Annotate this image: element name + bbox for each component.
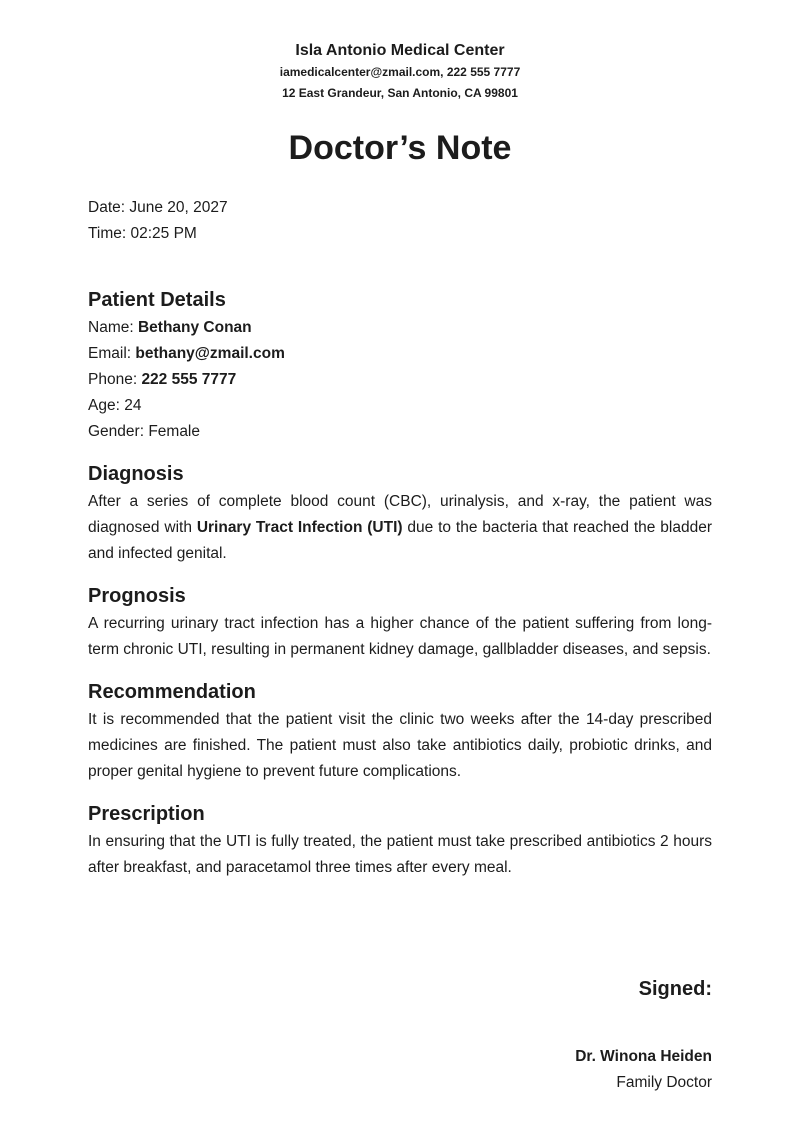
patient-email-value: bethany@zmail.com [135, 345, 285, 362]
date-line [88, 195, 712, 221]
recommendation-heading: Recommendation [88, 681, 256, 703]
patient-phone-label: Phone: [88, 371, 142, 388]
date-value: June 20, 2027 [129, 199, 228, 216]
prescription-text: In ensuring that the UTI is fully treated, the patient must take prescribed antibiotics 2 hours after breakfast, and paracetamol three times after every meal. [88, 833, 712, 876]
org-address: 12 East Grandeur, San Antonio, CA 99801 [282, 86, 518, 100]
letterhead [0, 40, 800, 104]
doctor-role: Family Doctor [616, 1074, 712, 1091]
diagnosis-heading: Diagnosis [88, 463, 184, 485]
patient-email-label: Email: [88, 345, 136, 362]
patient-name-line [88, 315, 712, 341]
patient-gender-value: Female [148, 423, 200, 440]
recommendation-text: It is recommended that the patient visit the clinic two weeks after the 14-day prescribed medicines are finished. The patient must also take antibiotics daily, probiotic drinks, and proper genital hygiene to prevent future complications. [88, 711, 712, 780]
page-title: Doctor’s Note [288, 129, 512, 167]
signed-label: Signed: [638, 978, 712, 1000]
time-value: 02:25 PM [130, 225, 197, 242]
patient-age-value: 24 [124, 397, 142, 414]
org-contact: iamedicalcenter@zmail.com, 222 555 7777 [279, 65, 521, 79]
org-name: Isla Antonio Medical Center [295, 42, 505, 59]
patient-name-label: Name: [88, 319, 138, 336]
note-body [88, 195, 712, 881]
diagnosis-text-before: After a series of complete blood count (CBC), urinalysis, and x-ray, the patient was diagnosed with [88, 493, 712, 536]
patient-phone-value: 222 555 7777 [141, 371, 237, 388]
patient-gender-line [88, 419, 712, 445]
signature-block [575, 976, 712, 1096]
time-line [88, 221, 712, 247]
patient-age-label: Age: [88, 397, 125, 414]
patient-phone-line [88, 367, 712, 393]
patient-age-line [88, 393, 712, 419]
diagnosis-text [88, 489, 712, 567]
patient-email-line [88, 341, 712, 367]
diagnosis-text-after: due to the bacteria that reached the bladder and infected genital. [88, 519, 712, 562]
date-label: Date: [88, 199, 130, 216]
patient-details-heading: Patient Details [88, 289, 226, 311]
prescription-heading: Prescription [88, 803, 205, 825]
time-label: Time: [88, 225, 131, 242]
doctor-name: Dr. Winona Heiden [575, 1048, 712, 1065]
prognosis-text: A recurring urinary tract infection has a higher chance of the patient suffering from long-term chronic UTI, resulting in permanent kidney damage, gallbladder diseases, and sepsis. [88, 615, 712, 658]
diagnosis-condition: Urinary Tract Infection (UTI) [196, 519, 403, 536]
patient-name-value: Bethany Conan [137, 319, 252, 336]
prognosis-heading: Prognosis [88, 585, 186, 607]
patient-gender-label: Gender: [88, 423, 149, 440]
